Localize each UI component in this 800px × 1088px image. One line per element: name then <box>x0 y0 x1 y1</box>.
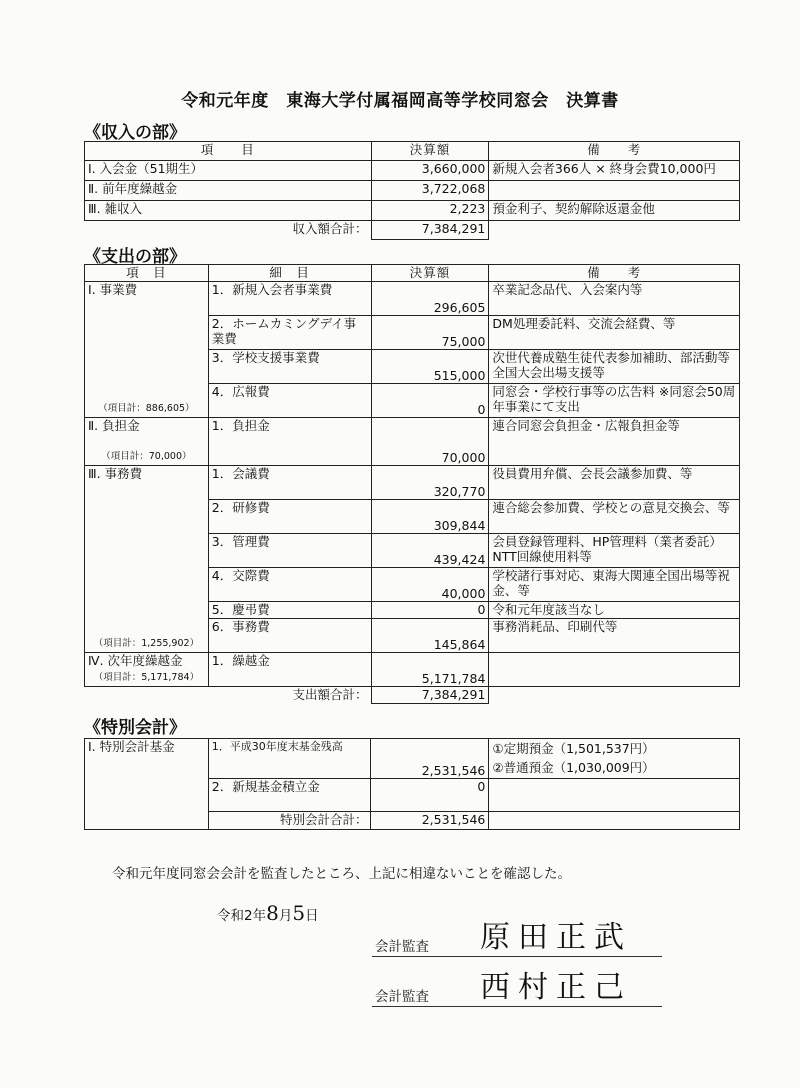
income-table <box>84 141 740 240</box>
special-note-line: ②普通預金（1,030,009円） <box>492 760 655 775</box>
special-amount: 0 <box>371 779 489 812</box>
expense-note: DM処理委託料、交流会経費、等 <box>489 316 740 350</box>
expense-detail: 1．負担金 <box>208 418 371 466</box>
expense-group-subtotal: （項目計：886,605） <box>98 403 195 414</box>
expense-group-name: Ⅱ. 負担金 <box>88 418 140 433</box>
expense-amount: 515,000 <box>371 350 489 384</box>
signature-line-1 <box>372 956 662 957</box>
auditor-signature-1: 原田正武 <box>480 920 632 955</box>
auditor-label-1: 会計監査 <box>375 939 429 955</box>
expense-group-jigyo <box>85 282 209 418</box>
table-row <box>85 739 740 779</box>
table-row <box>85 282 740 316</box>
expense-note: 令和元年度該当なし <box>489 602 740 619</box>
expense-detail: 3．学校支援事業費 <box>208 350 371 384</box>
expense-note: 卒業記念品代、入会案内等 <box>489 282 740 316</box>
special-note-line: ①定期預金（1,501,537円） <box>492 741 655 756</box>
expense-header-detail: 細 目 <box>208 265 371 282</box>
special-amount: 2,531,546 <box>371 739 489 779</box>
expense-header-item: 項 目 <box>85 265 209 282</box>
auditor-label-2: 会計監査 <box>375 989 429 1005</box>
income-amount: 3,722,068 <box>371 181 489 201</box>
signature-line-2 <box>372 1006 662 1007</box>
special-section-title: 《特別会計》 <box>84 718 186 738</box>
auditor-signature-2: 西村正己 <box>480 970 632 1005</box>
audit-date-month: 8 <box>266 901 279 925</box>
expense-note: 会員登録管理料、HP管理料（業者委託）NTT回線使用料等 <box>489 534 740 568</box>
income-section-title: 《収入の部》 <box>84 123 186 143</box>
special-detail: 1．平成30年度末基金残高 <box>208 739 371 779</box>
table-row <box>85 466 740 500</box>
expense-group-subtotal: （項目計：5,171,784） <box>93 672 200 683</box>
expense-note <box>489 653 740 687</box>
expense-note: 連合同窓会負担金・広報負担金等 <box>489 418 740 466</box>
expense-header-amount: 決算額 <box>371 265 489 282</box>
expense-group-kurikoshi <box>85 653 209 687</box>
income-total: 7,384,291 <box>371 221 489 240</box>
expense-detail: 5．慶弔費 <box>208 602 371 619</box>
expense-group-subtotal: （項目計：70,000） <box>101 451 192 462</box>
table-row <box>85 221 740 240</box>
expense-section-title: 《支出の部》 <box>84 247 186 267</box>
special-detail: 2．新規基金積立金 <box>208 779 371 812</box>
expense-amount: 70,000 <box>371 418 489 466</box>
audit-date-prefix: 令和2年 <box>217 908 267 924</box>
special-note <box>489 739 740 779</box>
expense-amount: 0 <box>371 384 489 418</box>
special-total-label: 特別会計合計： <box>208 812 371 830</box>
table-row <box>85 687 740 704</box>
income-note: 新規入会者366人 × 終身会費10,000円 <box>489 161 740 181</box>
audit-statement: 令和元年度同窓会会計を監査したところ、上記に相違ないことを確認した。 <box>112 866 571 882</box>
table-row <box>85 418 740 466</box>
expense-note: 同窓会・学校行事等の広告料 ※同窓会50周年事業にて支出 <box>489 384 740 418</box>
expense-group-jimu <box>85 466 209 653</box>
expense-note: 事務消耗品、印刷代等 <box>489 619 740 653</box>
expense-amount: 309,844 <box>371 500 489 534</box>
audit-date-day: 5 <box>292 901 306 925</box>
expense-amount: 75,000 <box>371 316 489 350</box>
income-note <box>489 181 740 201</box>
expense-group-subtotal: （項目計：1,255,902） <box>93 638 200 649</box>
expense-total: 7,384,291 <box>371 687 489 704</box>
table-row <box>85 653 740 687</box>
income-total-label: 収入額合計： <box>85 221 372 240</box>
expense-detail: 1．新規入会者事業費 <box>208 282 371 316</box>
expense-detail: 3．管理費 <box>208 534 371 568</box>
expense-amount: 5,171,784 <box>371 653 489 687</box>
expense-header-note: 備 考 <box>489 265 740 282</box>
income-note: 預金利子、契約解除返還金他 <box>489 201 740 221</box>
expense-table <box>84 264 740 704</box>
income-item: Ⅱ. 前年度繰越金 <box>85 181 372 201</box>
expense-amount: 439,424 <box>371 534 489 568</box>
expense-amount: 145,864 <box>371 619 489 653</box>
income-amount: 2,223 <box>371 201 489 221</box>
expense-total-label: 支出額合計： <box>208 687 371 704</box>
expense-group-name: Ⅲ. 事務費 <box>88 466 143 481</box>
page-title: 令和元年度 東海大学付属福岡高等学校同窓会 決算書 <box>181 91 619 111</box>
audit-date <box>217 901 319 925</box>
expense-detail: 1．繰越金 <box>208 653 371 687</box>
expense-amount: 296,605 <box>371 282 489 316</box>
income-header-amount: 決算額 <box>371 142 489 161</box>
expense-group-name: Ⅳ. 次年度繰越金 <box>88 653 183 668</box>
expense-detail: 4．交際費 <box>208 568 371 602</box>
expense-detail: 2．研修費 <box>208 500 371 534</box>
expense-note: 次世代養成塾生徒代表参加補助、部活動等全国大会出場支援等 <box>489 350 740 384</box>
special-table <box>84 738 740 830</box>
table-row <box>85 201 740 221</box>
audit-date-month-suffix: 月 <box>278 908 293 924</box>
expense-amount: 40,000 <box>371 568 489 602</box>
expense-amount: 0 <box>371 602 489 619</box>
income-header-note: 備 考 <box>489 142 740 161</box>
audit-date-day-suffix: 日 <box>305 908 319 924</box>
expense-note: 連合総会参加費、学校との意見交換会、等 <box>489 500 740 534</box>
income-header-item: 項 目 <box>85 142 372 161</box>
table-row <box>85 161 740 181</box>
expense-note: 役員費用弁償、会長会議参加費、等 <box>489 466 740 500</box>
income-item: Ⅰ. 入会金（51期生） <box>85 161 372 181</box>
expense-group-futan <box>85 418 209 466</box>
expense-detail: 2．ホームカミングデイ事業費 <box>208 316 371 350</box>
income-item: Ⅲ. 雑収入 <box>85 201 372 221</box>
expense-detail: 1．会議費 <box>208 466 371 500</box>
expense-detail: 6．事務費 <box>208 619 371 653</box>
special-group-name: Ⅰ. 特別会計基金 <box>85 739 209 830</box>
income-amount: 3,660,000 <box>371 161 489 181</box>
expense-amount: 320,770 <box>371 466 489 500</box>
table-row <box>85 181 740 201</box>
special-total: 2,531,546 <box>371 812 489 830</box>
expense-detail: 4．広報費 <box>208 384 371 418</box>
expense-group-name: Ⅰ. 事業費 <box>88 282 138 297</box>
expense-note: 学校諸行事対応、東海大関連全国出場等祝金、等 <box>489 568 740 602</box>
